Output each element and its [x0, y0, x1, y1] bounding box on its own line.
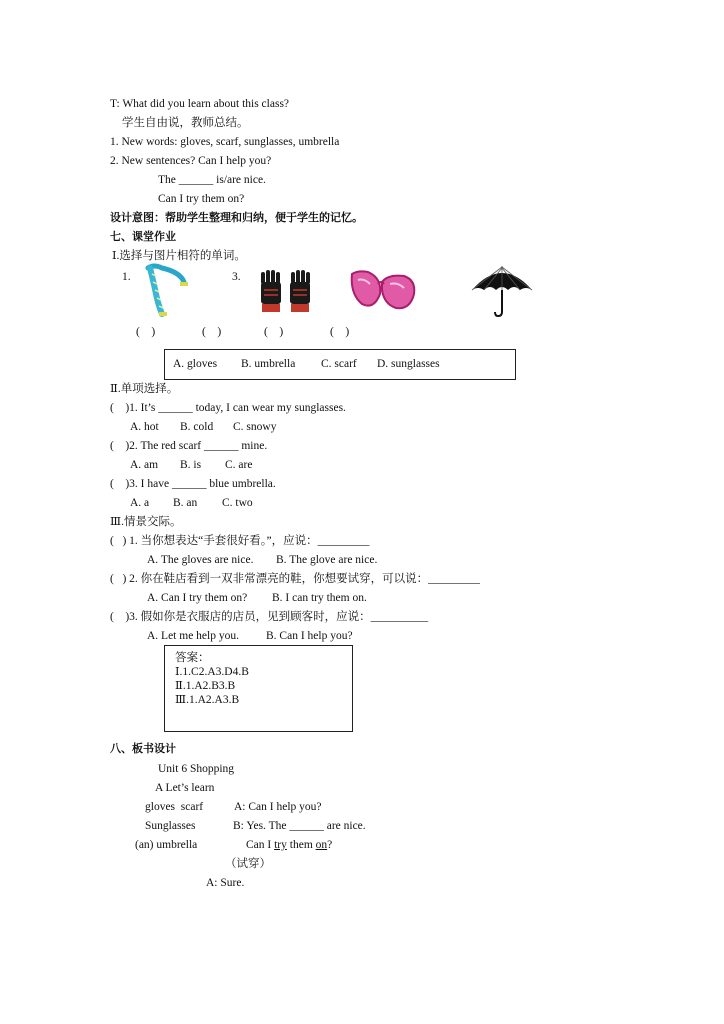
part3-question-2: ( ) 2. 你在鞋店看到一双非常漂亮的鞋，你想要试穿，可以说：_________ — [110, 573, 480, 585]
question-mark: ? — [327, 839, 333, 851]
answers-part1: Ⅰ.1.C2.A3.D4.B — [175, 666, 249, 678]
try-underlined: try — [274, 839, 287, 851]
answer-blank-1[interactable]: ( ) — [136, 326, 156, 338]
board-sure: A: Sure. — [206, 877, 245, 889]
board-try-on-line — [246, 838, 332, 852]
p2q2-option-b: B. is — [180, 459, 202, 471]
p2q3-option-b: B. an — [173, 497, 198, 509]
p2q1-option-b: B. cold — [180, 421, 214, 433]
scarf-picture — [140, 262, 192, 318]
p3q1-option-b: B. The glove are nice. — [276, 554, 378, 566]
sunglasses-picture — [348, 264, 418, 318]
p2q3-option-a: A. a — [130, 497, 150, 509]
answers-part2: Ⅱ.1.A2.B3.B — [175, 680, 236, 692]
p3q2-option-a: A. Can I try them on? — [147, 592, 248, 604]
part2-title: Ⅱ.单项选择。 — [110, 383, 179, 395]
board-words-2: Sunglasses — [145, 820, 196, 832]
answers-part3: Ⅲ.1.A2.A3.B — [175, 694, 240, 706]
answer-blank-3[interactable]: ( ) — [264, 326, 284, 338]
p2q2-option-c: C. are — [225, 459, 253, 471]
picture-number-3: 3. — [232, 271, 241, 283]
student-note: 学生自由说，教师总结。 — [122, 117, 249, 129]
answer-blank-4[interactable]: ( ) — [330, 326, 350, 338]
p2q3-option-c: C. two — [222, 497, 253, 509]
p3q3-option-b: B. Can I help you? — [266, 630, 353, 642]
homework-heading: 七、课堂作业 — [110, 230, 176, 243]
part2-question-2: ( )2. The red scarf ______ mine. — [110, 440, 268, 452]
p3q2-option-b: B. I can try them on. — [272, 592, 367, 604]
board-lesson: A Let’s learn — [155, 782, 215, 794]
word-options-box — [164, 349, 516, 380]
part3-question-1: ( ) 1. 当你想表达“手套很好看。”，应说：_________ — [110, 535, 370, 547]
p3q1-option-a: A. The gloves are nice. — [147, 554, 254, 566]
design-intent: 设计意图：帮助学生整理和归纳，便于学生的记忆。 — [110, 211, 363, 224]
board-unit: Unit 6 Shopping — [158, 763, 235, 775]
try-on-note: （试穿） — [225, 858, 271, 870]
part3-question-3: ( )3. 假如你是衣服店的店员，见到顾客时，应说：__________ — [110, 611, 429, 623]
sentence-b: Can I try them on? — [158, 193, 245, 205]
answers-label: 答案： — [175, 652, 210, 664]
teacher-question: T: What did you learn about this class? — [110, 98, 290, 110]
option-sunglasses: D. sunglasses — [377, 358, 440, 370]
new-words: 1. New words: gloves, scarf, sunglasses, umbrella — [110, 136, 340, 148]
board-heading: 八、板书设计 — [110, 742, 176, 755]
option-scarf: C. scarf — [321, 358, 357, 370]
answer-blank-2[interactable]: ( ) — [202, 326, 222, 338]
can-i-text: Can I — [246, 839, 275, 851]
board-words-1: gloves scarf — [145, 801, 204, 813]
option-gloves: A. gloves — [173, 358, 218, 370]
new-sentences: 2. New sentences? Can I help you? — [110, 155, 272, 167]
picture-number-1: 1. — [122, 271, 131, 283]
board-words-3: (an) umbrella — [135, 839, 198, 851]
answers-box — [164, 645, 353, 732]
p2q2-option-a: A. am — [130, 459, 159, 471]
umbrella-picture — [470, 262, 534, 318]
board-line-b: B: Yes. The ______ are nice. — [233, 820, 366, 832]
sentence-a: The ______ is/are nice. — [158, 174, 266, 186]
option-umbrella: B. umbrella — [241, 358, 296, 370]
board-line-a: A: Can I help you? — [234, 801, 322, 813]
part2-question-1: ( )1. It’s ______ today, I can wear my sunglasses. — [110, 402, 346, 414]
p3q3-option-a: A. Let me help you. — [147, 630, 239, 642]
part3-title: Ⅲ.情景交际。 — [110, 516, 182, 528]
gloves-picture — [258, 268, 316, 314]
on-underlined: on — [315, 839, 328, 851]
them-text: them — [286, 839, 316, 851]
part2-question-3: ( )3. I have ______ blue umbrella. — [110, 478, 276, 490]
part1-title: Ⅰ.选择与图片相符的单词。 — [112, 250, 246, 262]
p2q1-option-a: A. hot — [130, 421, 159, 433]
p2q1-option-c: C. snowy — [233, 421, 277, 433]
